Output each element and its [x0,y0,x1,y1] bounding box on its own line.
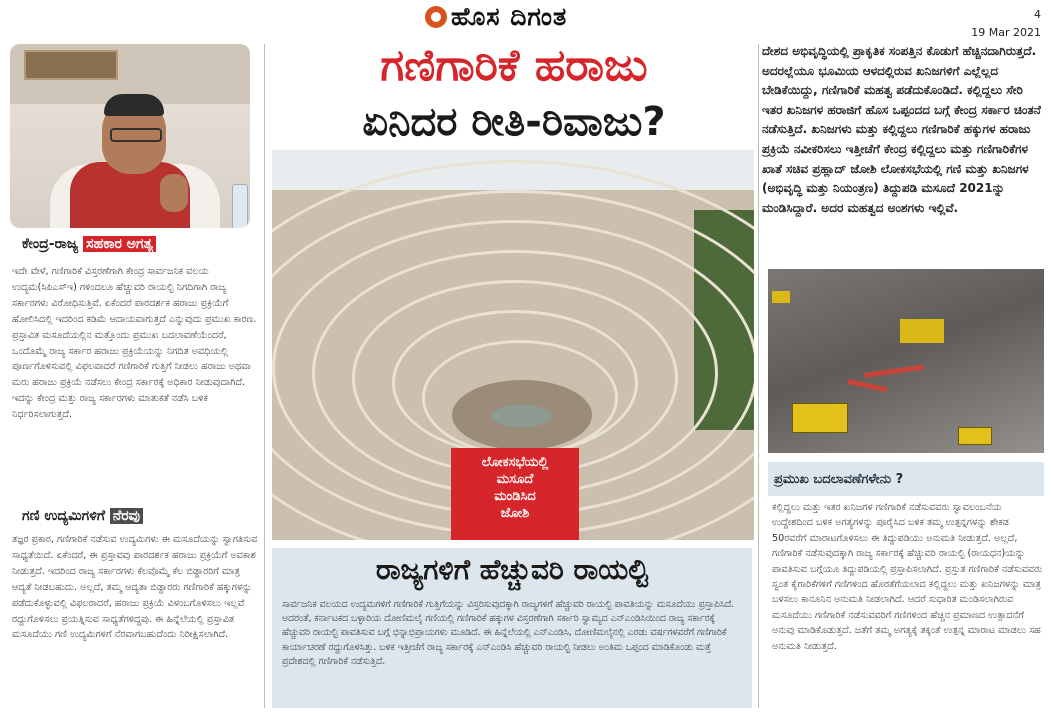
column-divider [758,44,759,708]
badge-line: ಜೋಶಿ [500,506,530,521]
mining-equipment-photo [768,269,1044,453]
royalty-section-heading: ರಾಜ್ಯಗಳಿಗೆ ಹೆಚ್ಚುವರಿ ರಾಯಲ್ಟಿ [375,553,649,586]
headline-primary: ಗಣಿಗಾರಿಕೆ ಹರಾಜು [380,40,648,91]
section-heading-assistance [22,508,143,524]
section-heading-cooperation [22,236,156,252]
tabled-by-joshi-badge [451,448,579,540]
badge-line: ಲೋಕಸಭೆಯಲ್ಲಿ [481,455,549,470]
page-number: 4 [1034,8,1041,21]
section-heading-plain: ಗಣಿ ಉದ್ಯಮಿಗಳಿಗೆ [22,508,106,524]
royalty-section-body: ಸಾರ್ವಜನಿಕ ವಲಯದ ಉದ್ಯಮಗಳಿಗೆ ಗಣಿಗಾರಿಕೆ ಗುತ್ತಿಗೆಯನ್ನು ವಿಸ್ತರಿಸುವುದಕ್ಕಾಗಿ ರಾಜ್ಯಗಳಿಗೆ ಹೆಚ್ಚುವರಿ ರಾಯಲ್ಟಿ ಪಾವತಿಯನ್ನು ಮಸೂದೆಯು ಪ್ರಸ್ತಾಪಿಸಿದೆ. ಅದರಂತೆ, ಕರ್ನಾಟಕದ ಬಳ್ಳಾರಿಯ ದೋಣಿಮಲೈ ಗಣಿಯಲ್ಲಿ ಗಣಿಗಾರಿಕೆ ಹಕ್ಕುಗಳ ವಿಸ್ತರಣೆಗಾಗಿ ಸರ್ಕಾರಿ ಸ್ವಾಮ್ಯದ ಎನ್‌ಎಂಡಿಸಿಯಿಂದ ರಾಜ್ಯ ಸರ್ಕಾರಕ್ಕೆ ಹೆಚ್ಚುವರಿ ರಾಯಲ್ಟಿ ಪಾವತಿಸುವ ಬಗ್ಗೆ ಭಿನ್ನಾಭಿಪ್ರಾಯಗಳು ಮೂಡಿದೆ. ಈ ಹಿನ್ನೆಲೆಯಲ್ಲಿ ಎನ್‌ಎಂಡಿಸಿ, ದೋಣಿಮಲೈನಲ್ಲಿ ಎರಡು ವರ್ಷಗಳವರೆಗೆ ಗಣಿಗಾರಿಕೆ ಕಾರ್ಯಾಚರಣೆ ರದ್ದುಗೊಳಿಸಿತ್ತು. ಬಳಿಕ ಇತ್ತೀಚೆಗೆ ರಾಜ್ಯ ಸರ್ಕಾರಕ್ಕೆ ಎನ್‌ಎಂಡಿಸಿ ಹೆಚ್ಚುವರಿ ರಾಯಲ್ಟಿ ನೀಡಲು ಅಂತಿಮ ಒಪ್ಪಂದ ಮಾಡಿಕೊಂಡು ಮತ್ತೆ ಪ್ರದೇಶದಲ್ಲಿ ಗಣಿಗಾರಿಕೆ ನಡೆಸುತ್ತಿದೆ. [282,599,735,667]
column-divider [264,44,265,708]
badge-line: ಮಸೂದೆ [496,472,534,487]
section-body-cooperation: ಇದೇ ವೇಳೆ, ಗಣಿಗಾರಿಕೆ ವಿಸ್ತರಣೆಗಾಗಿ ಕೇಂದ್ರ ಸಾರ್ವಜನಿಕ ವಲಯ ಉದ್ಯಮ(ಸಿಪಿಎಸ್‌ಇ) ಗಳಿಂದಲೂ ಹೆಚ್ಚುವರಿ ರಾಯಲ್ಟಿ ನಿಗದಿಗಾಗಿ ರಾಜ್ಯ ಸರ್ಕಾರಗಳು ವಿರೋಧಿಸುತ್ತಿವೆ. ಏಕೆಂದರೆ ಪಾರದರ್ಶಕ ಹರಾಜು ಪ್ರಕ್ರಿಯೆಗೆ ಹೋಲಿಸಿದಲ್ಲಿ ಇದರಿಂದ ಕಡಿಮೆ ಆದಾಯವಾಗುತ್ತದೆ ಎನ್ನುವುದು ಪ್ರಮುಖ ಕಾರಣ. ಪ್ರಸ್ತಾವಿತ ಮಸೂದೆಯಲ್ಲಿನ ಮತ್ತೊಂದು ಪ್ರಮುಖ ಬದಲಾವಣೆಯೆಂದರೆ, ಒಂದೊಮ್ಮೆ ರಾಜ್ಯ ಸರ್ಕಾರ ಹರಾಜು ಪ್ರಕ್ರಿಯೆಯನ್ನು ನಿಗದಿತ ಅವಧಿಯಲ್ಲಿ ಪೂರ್ಣಗೊಳಿಸುವಲ್ಲಿ ವಿಫಲವಾದರೆ ಗಣಿಗಾರಿಕೆ ಗುತ್ತಿಗೆ ನೀಡಲು ಹರಾಜು ಅಥವಾ ಮರು ಹರಾಜು ಪ್ರಕ್ರಿಯೆ ನಡೆಸಲು ಕೇಂದ್ರ ಸರ್ಕಾರಕ್ಕೆ ಅಧಿಕಾರ ನೀಡುವುದಾಗಿದೆ. ಇದನ್ನು ಕೇಂದ್ರ ಮತ್ತು ರಾಜ್ಯ ಸರ್ಕಾರಗಳು ಮಾತುಕತೆ ನಡೆಸಿ ಬಳಿಕ ನಿರ್ಧರಿಸಲಾಗುತ್ತದೆ. [12,266,257,421]
masthead [425,2,567,32]
section-heading-highlight: ನೆರವು [110,508,143,524]
issue-date: 19 Mar 2021 [971,26,1041,39]
newspaper-logo-icon [425,6,447,28]
headline-secondary: ಏನಿದರ ರೀತಿ-ರಿವಾಜು? [362,99,666,145]
key-changes-heading: ಪ್ರಮುಖ ಬದಲಾವಣೆಗಳೇನು ? [774,472,904,487]
section-body-assistance: ತಜ್ಞರ ಪ್ರಕಾರ, ಗಣಿಗಾರಿಕೆ ನಡೆಸುವ ಉದ್ಯಮಿಗಳು ಈ ಮಸೂದೆಯನ್ನು ಸ್ವಾಗತಿಸುವ ಸಾಧ್ಯತೆಯಿದೆ. ಏಕೆಂದರೆ, ಈ ಪ್ರಸ್ತಾವವು ಪಾರದರ್ಶಕ ಹರಾಜು ಪ್ರಕ್ರಿಯೆಗೆ ಅವಕಾಶ ನೀಡುತ್ತದೆ. ಇದರಿಂದ ರಾಜ್ಯ ಸರ್ಕಾರಗಳು ಕೆಲವೊಮ್ಮೆ ಕೆಲ ಬಿಡ್ದಾರರಿಗೆ ಮಾತ್ರ ಆದ್ಯತೆ ನೀಡಬಹುದು. ಅಲ್ಲದೆ, ತಮ್ಮ ಆದ್ಯತಾ ಬಿಡ್ದಾರರು ಗಣಿಗಾರಿಕೆ ಹಕ್ಕುಗಳನ್ನು ಪಡೆದುಕೊಳ್ಳುವಲ್ಲಿ ವಿಫಲರಾದರೆ, ಹರಾಜು ಪ್ರಕ್ರಿಯೆ ವಿಳಂಬಗೊಳಿಸಲು ಇಲ್ಲವೆ ರದ್ದುಗೊಳಿಸಲು ಪ್ರಯತ್ನಿಸುವ ಸಾಧ್ಯತೆಗಳಿದ್ದವು. ಈ ಹಿನ್ನೆಲೆಯಲ್ಲಿ ಪ್ರಸ್ತಾವಿತ ಮಸೂದೆಯು ಗಣಿ ಉದ್ಯಮಿಗಳಿಗೆ ನೆರವಾಗಬಹುದೆಂದು ನಿರೀಕ್ಷಿಸಲಾಗಿದೆ. [12,534,258,641]
minister-photo [10,44,250,228]
key-changes-body: ಕಲ್ಲಿದ್ದಲು ಮತ್ತು ಇತರ ಖನಿಜಗಳ ಗಣಿಗಾರಿಕೆ ನಡೆಸುವವರು ಸ್ವಾವಲಂಬನೆಯ ಉದ್ದೇಶದಿಂದ ಬಳಿಕ ಅಗತ್ಯಗಳನ್ನು ಪೂರೈಸಿದ ಬಳಿಕ ತಮ್ಮ ಉತ್ಪನ್ನಗಳನ್ನು ಶೇಕಡ 50ರವರೆಗೆ ಮಾರಾಟಗೊಳಿಸಲು ಈ ತಿದ್ದುಪಡಿಯು ಅನುಮತಿ ನೀಡುತ್ತದೆ. ಅಲ್ಲದೆ, ಗಣಿಗಾರಿಕೆ ನಡೆಸುವುದಕ್ಕಾಗಿ ರಾಜ್ಯ ಸರ್ಕಾರಕ್ಕೆ ಹೆಚ್ಚುವರಿ ರಾಯಲ್ಟಿ (ರಾಯಧನ)ಯನ್ನು ಪಾವತಿಸುವ ಬಗ್ಗೆಯೂ ತಿದ್ದುಪಡಿಯಲ್ಲಿ ಪ್ರಸ್ತಾಪಿಸಲಾಗಿದೆ. ಪ್ರಸ್ತುತ ಗಣಿಗಾರಿಕೆ ನಡೆಸುವವರು ಸ್ವಂತ ಕೈಗಾರಿಕೆಗಳಿಗೆ ಗಣಿಗಳಿಂದ ಹೊರತೆಗೆಯಲಾದ ಕಲ್ಲಿದ್ದಲು ಮತ್ತು ಖನಿಜಗಳನ್ನು ಮಾತ್ರ ಬಳಸಲು ಕಾನೂನಿನ ಅನುಮತಿ ನೀಡಲಾಗಿದೆ. ಆದರೆ ಸುಧಾರಿತ ಮಂಡಿಸಲಾಗಿರುವ ಮಸೂದೆಯು ಗಣಿಗಾರಿಕೆ ನಡೆಸುವವರಿಗೆ ಗಣಿಗಳಿಂದ ಹೆಚ್ಚಿನ ಪ್ರಮಾಣದ ಉತ್ಪಾದನೆಗೆ ಅನುವು ಮಾಡಿಕೊಡುತ್ತದೆ. ಜತೆಗೆ ತಮ್ಮ ಅಗತ್ಯಕ್ಕೆ ತಕ್ಕಂತೆ ಉತ್ಪನ್ನ ಮಾರಾಟ ಮಾಡಲು ಸಹ ಅನುಮತಿ ನೀಡುತ್ತದೆ. [772,502,1043,652]
newspaper-title: ಹೊಸ ದಿಗಂತ [451,2,568,31]
section-heading-plain: ಕೇಂದ್ರ-ರಾಜ್ಯ [22,236,79,252]
badge-line: ಮಂಡಿಸಿದ [494,489,536,504]
section-heading-highlight: ಸಹಕಾರ ಅಗತ್ಯ [83,236,156,252]
intro-paragraph: ದೇಶದ ಅಭಿವೃದ್ಧಿಯಲ್ಲಿ ಪ್ರಾಕೃತಿಕ ಸಂಪತ್ತಿನ ಕೊಡುಗೆ ಹೆಚ್ಚಿನದಾಗಿರುತ್ತದೆ. ಅದರಲ್ಲೆಯೂ ಭೂಮಿಯ ಆಳದಲ್ಲಿರುವ ಖನಿಜಗಳಿಗೆ ಎಲ್ಲೆಲ್ಲದ ಬೇಡಿಕೆಯಿದ್ದು, ಗಣಿಗಾರಿಕೆ ಮಹತ್ವ ಪಡೆದುಕೊಂಡಿದೆ. ಕಲ್ಲಿದ್ದಲು ಸೇರಿ ಇತರ ಖನಿಜಗಳ ಹರಾಜಿಗೆ ಹೊಸ ಒಪ್ಪಂದದ ಬಗ್ಗೆ ಕೇಂದ್ರ ಸರ್ಕಾರ ಚಿಂತನೆ ನಡೆಸುತ್ತಿದೆ. ಖನಿಜಗಳು ಮತ್ತು ಕಲ್ಲಿದ್ದಲು ಗಣಿಗಾರಿಕೆ ಹಕ್ಕುಗಳ ಹರಾಜು ಪ್ರಕ್ರಿಯೆ ನವೀಕರಿಸಲು ಇತ್ತೀಚೆಗೆ ಕೇಂದ್ರ ಕಲ್ಲಿದ್ದಲು ಮತ್ತು ಗಣಿಗಾರಿಕೆಗಳ ಖಾತೆ ಸಚಿವ ಪ್ರಹ್ಲಾದ್ ಜೋಶಿ ಲೋಕಸಭೆಯಲ್ಲಿ ಗಣಿ ಮತ್ತು ಖನಿಜಗಳ (ಅಭಿವೃದ್ಧಿ ಮತ್ತು ನಿಯಂತ್ರಣ) ತಿದ್ದುಪಡಿ ಮಸೂದೆ 2021ನ್ನು ಮಂಡಿಸಿದ್ದಾರೆ. ಅದರ ಮಹತ್ವದ ಅಂಶಗಳು ಇಲ್ಲಿವೆ. [762,44,1041,215]
